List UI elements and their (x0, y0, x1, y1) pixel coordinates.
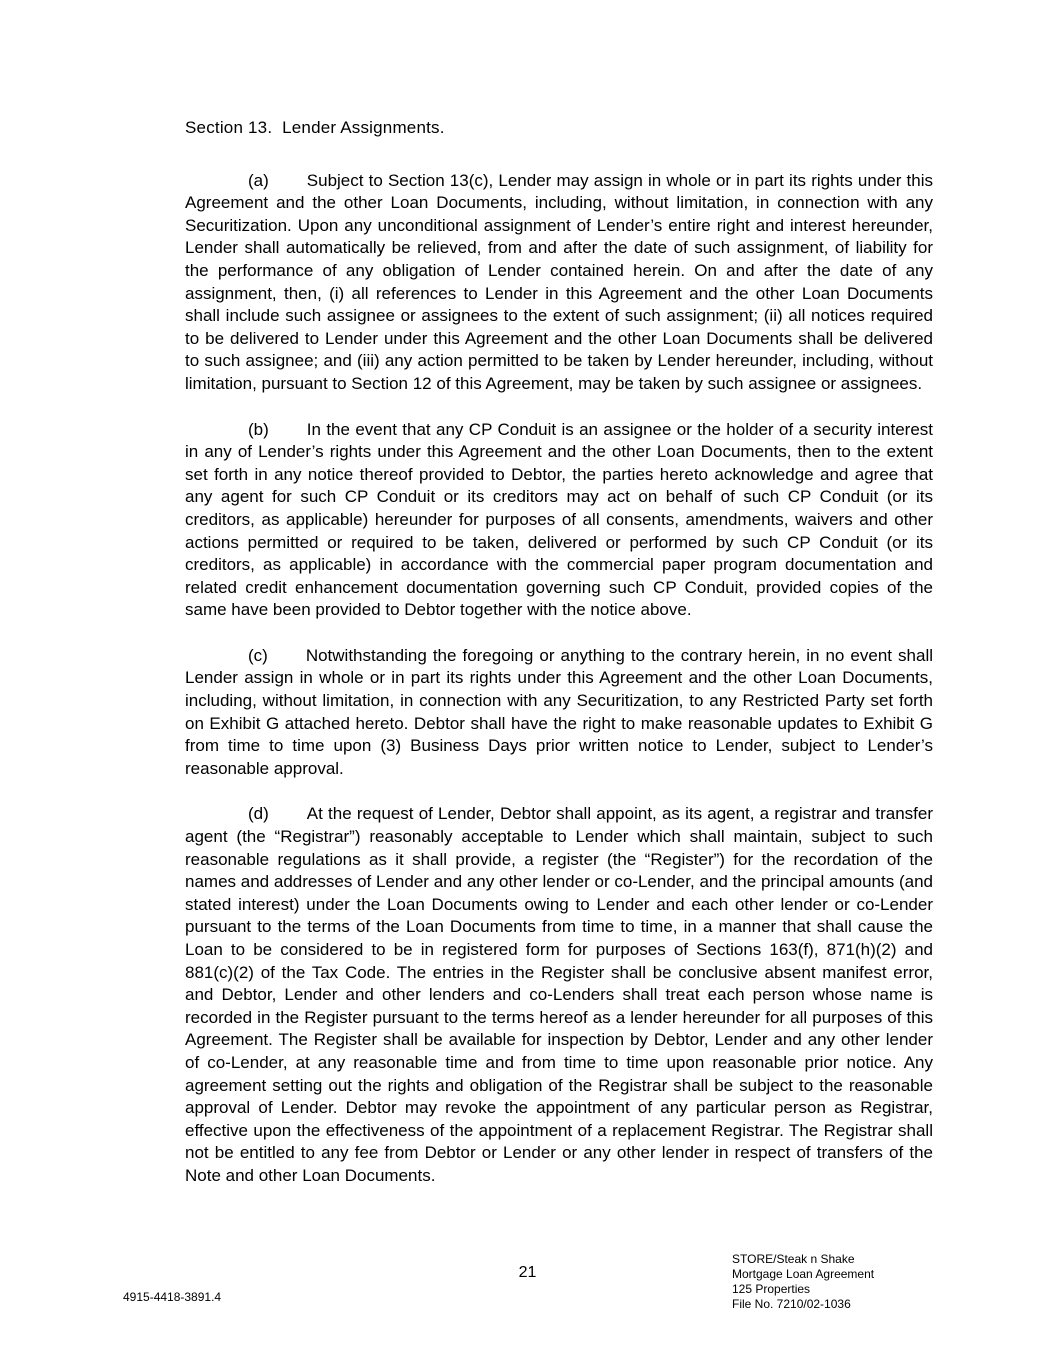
footer-reference-line-1: STORE/Steak n Shake (732, 1252, 855, 1266)
paragraph-a (185, 170, 933, 396)
paragraph-c (185, 645, 933, 781)
footer-reference-block (732, 1252, 874, 1312)
footer-reference-line-4: File No. 7210/02-1036 (732, 1297, 851, 1311)
footer-reference-line-3: 125 Properties (732, 1282, 811, 1296)
paragraph-b-label: (b) (248, 419, 269, 439)
paragraph-b (185, 419, 933, 622)
page-number: 21 (518, 1264, 537, 1281)
document-control-number: 4915-4418-3891.4 (123, 1290, 222, 1304)
paragraph-d-label: (d) (248, 804, 269, 824)
footer-reference-line-2: Mortgage Loan Agreement (732, 1267, 875, 1281)
paragraph-b-text: In the event that any CP Conduit is an assignee or the holder of a security interest in any of Lender’s rights under this Agreement and the other Loan Documents, then to the extent set forth in any notice thereof provided to Debtor, the parties hereto acknowledge and agree that any agent for such CP Conduit or its creditors may act on behalf of such CP Conduit (or its creditors, as applicable) hereunder for purposes of all consents, amendments, waivers and other actions permitted or required to be taken, delivered or performed by such CP Conduit (or its creditors, as applicable) in accordance with the commercial paper program documentation and related credit enhancement documentation governing such CP Conduit, provided copies of the same have been provided to Debtor together with the notice above. (185, 419, 933, 620)
paragraph-a-label: (a) (248, 170, 269, 190)
paragraph-a-text: Subject to Section 13(c), Lender may assign in whole or in part its rights under this Agreement and the other Loan Documents, including, without limitation, in connection with any Securitization. Upon any unconditional assignment of Lender’s entire right and interest hereunder, Lender shall automatically be relieved, from and after the date of such assignment, of liability for the performance of any obligation of Lender contained herein. On and after the date of any assignment, then, (i) all references to Lender in this Agreement and the other Loan Documents shall include such assignee or assignees to the extent of such assignment; (ii) all notices required to be delivered to Lender under this Agreement and the other Loan Documents shall be delivered to such assignee; and (iii) any action permitted to be taken by Lender hereunder, including, without limitation, pursuant to Section 12 of this Agreement, may be taken by such assignee or assignees. (185, 170, 933, 393)
paragraph-c-text: Notwithstanding the foregoing or anything to the contrary herein, in no event shall Lender assign in whole or in part its rights under this Agreement and the other Loan Documents, including, without limitation, in connection with any Securitization, to any Restricted Party set forth on Exhibit G attached hereto. Debtor shall have the right to make reasonable updates to Exhibit G from time to time upon (3) Business Days prior written notice to Lender, subject to Lender’s reasonable approval. (185, 645, 933, 778)
paragraph-d (185, 803, 933, 1187)
document-body (185, 117, 933, 1211)
paragraph-c-label: (c) (248, 645, 268, 665)
section-heading: Section 13. Lender Assignments. (185, 118, 445, 137)
paragraph-d-text: At the request of Lender, Debtor shall appoint, as its agent, a registrar and transfer agent (the “Registrar”) reasonably acceptable to Lender which shall maintain, subject to such reasonable regulations as it shall provide, a register (the “Register”) for the recordation of the names and addresses of Lender and any other lender or co-Lender, and the principal amounts (and stated interest) under the Loan Documents owing to Lender and each other lender or co-Lender pursuant to the terms of the Loan Documents from time to time, in a manner that shall cause the Loan to be considered to be in registered form for purposes of Sections 163(f), 871(h)(2) and 881(c)(2) of the Tax Code. The entries in the Register shall be conclusive absent manifest error, and Debtor, Lender and other lenders and co-Lenders shall treat each person whose name is recorded in the Register pursuant to the terms hereof as a lender hereunder for all purposes of this Agreement. The Register shall be available for inspection by Debtor, Lender and any other lender of co-Lender, at any reasonable time and from time to time upon reasonable prior notice. Any agreement setting out the rights and obligation of the Registrar shall be subject to the reasonable approval of Lender. Debtor may revoke the appointment of any particular person as Registrar, effective upon the effectiveness of the appointment of a replacement Registrar. The Registrar shall not be entitled to any fee from Debtor or Lender or any other lender in respect of transfers of the Note and other Loan Documents. (185, 804, 933, 1185)
